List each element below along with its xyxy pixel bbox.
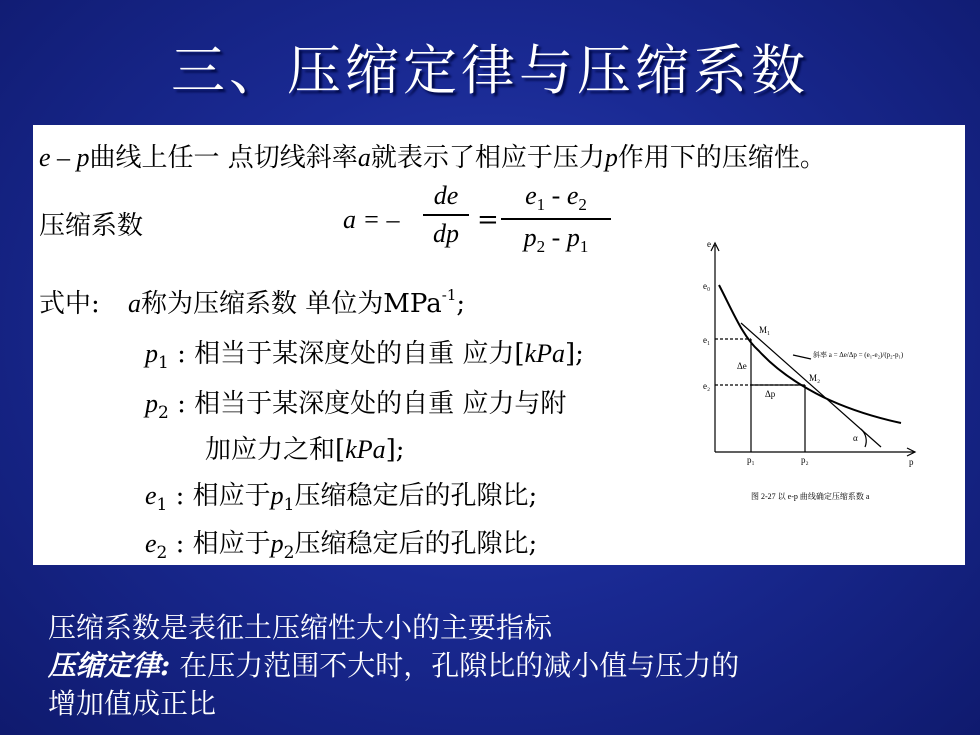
p-symbol: p <box>145 339 158 368</box>
def-p1 <box>145 333 584 373</box>
def-e2 <box>145 523 537 563</box>
subscript: 2 <box>158 403 169 423</box>
p-symbol: p <box>523 223 537 252</box>
unit-exponent: -1 <box>441 286 457 304</box>
content-panel <box>33 125 965 565</box>
fraction-de-dp <box>423 181 469 249</box>
subscript: 2 <box>283 543 295 563</box>
def-text: : 相当于某深度处的自重 应力与附 <box>168 389 567 419</box>
minus-sign: - <box>545 181 567 210</box>
alpha-label: α <box>853 433 858 443</box>
def-text: : 相应于 <box>167 481 271 511</box>
def-text: 压缩稳定后的孔隙比; <box>294 481 538 511</box>
e-symbol: e <box>145 481 157 510</box>
ep-symbol: e – p <box>39 143 90 172</box>
def-text: : 相当于某深度处的自重 应力[ <box>168 339 525 369</box>
minus-sign: - <box>545 223 567 252</box>
where-text: 称为压缩系数 单位为MPa <box>141 289 442 319</box>
where-end: ; <box>456 289 466 319</box>
unit: kPa <box>524 339 565 368</box>
e-symbol: e <box>145 529 157 558</box>
m2-label: M₂ <box>809 373 821 383</box>
slope-formula: 斜率 a = Δe/Δp = (e₁-e₂)/(p₂-p₁) <box>813 351 904 359</box>
subscript: 2 <box>156 543 168 563</box>
subscript: 1 <box>158 353 169 373</box>
de-label: Δe <box>737 361 747 371</box>
e-symbol: e <box>566 181 579 210</box>
def-text: 压缩稳定后的孔隙比; <box>294 529 538 559</box>
p2-label: p₂ <box>801 455 809 465</box>
p1-label: p₁ <box>747 455 755 465</box>
e2-label: e₂ <box>703 381 711 391</box>
a-symbol: a <box>128 289 142 318</box>
a-symbol: a <box>357 143 371 172</box>
slide-title: 三、压缩定律与压缩系数 <box>171 39 809 102</box>
p-symbol: p <box>270 529 284 558</box>
alpha-arc <box>861 429 866 447</box>
where-line <box>39 283 465 320</box>
e-symbol: e <box>525 181 537 210</box>
def-p2 <box>145 383 566 423</box>
p-symbol: p <box>145 389 158 418</box>
fraction-denominator: dp <box>433 219 459 248</box>
p-symbol: p <box>270 481 284 510</box>
p-symbol: p <box>566 223 580 252</box>
definition-text-3: 作用下的压缩性。 <box>617 143 826 173</box>
p-symbol: p <box>604 143 618 172</box>
fraction-numerator: de <box>433 181 459 210</box>
def-end: ]; <box>385 435 405 465</box>
e-axis-label: e <box>707 239 711 249</box>
dp-label: Δp <box>765 389 776 399</box>
where-label: 式中: <box>39 289 100 319</box>
p-axis-label: p <box>909 457 914 467</box>
law-label: 压缩定律: <box>48 649 171 682</box>
bottom-line-1: 压缩系数是表征土压缩性大小的主要指标 <box>48 611 553 644</box>
coefficient-label: 压缩系数 <box>39 211 144 241</box>
m1-label: M₁ <box>759 325 771 335</box>
definition-line <box>39 137 826 174</box>
subscript: 1 <box>579 237 589 256</box>
def-text: : 相应于 <box>167 529 271 559</box>
def-p2-continued <box>205 429 404 466</box>
fraction-denominator-p <box>501 223 611 257</box>
fraction-bar <box>501 218 611 220</box>
e0-label: e₀ <box>703 281 711 291</box>
subscript: 1 <box>283 495 295 515</box>
subscript: 1 <box>156 495 168 515</box>
fraction-e-p <box>501 181 611 257</box>
law-text: 在压力范围不大时，孔隙比的减小值与压力的 <box>179 649 740 682</box>
bottom-line-2 <box>48 644 739 684</box>
unit: kPa <box>345 435 386 464</box>
slope-pointer <box>793 355 811 359</box>
subscript: 2 <box>578 195 587 214</box>
def-e1 <box>145 475 537 515</box>
def-end: ]; <box>564 339 584 369</box>
subscript: 1 <box>536 195 546 214</box>
e1-label: e₁ <box>703 335 711 345</box>
figure-caption: 图 2-27 以 e-p 曲线确定压缩系数 a <box>751 492 870 501</box>
fraction-numerator-e <box>501 181 611 215</box>
ep-curve-figure <box>693 237 963 522</box>
compression-formula <box>343 175 623 265</box>
formula-equals: = <box>477 205 499 235</box>
bottom-line-3: 增加值成正比 <box>48 687 217 720</box>
formula-lhs: a = – <box>343 205 400 234</box>
definition-text-2: 就表示了相应于压力 <box>370 143 605 173</box>
fraction-bar <box>423 214 469 216</box>
definition-text-1: 曲线上任一 点切线斜率 <box>89 143 358 173</box>
def-text: 加应力之和[ <box>205 435 346 465</box>
subscript: 2 <box>536 237 546 256</box>
